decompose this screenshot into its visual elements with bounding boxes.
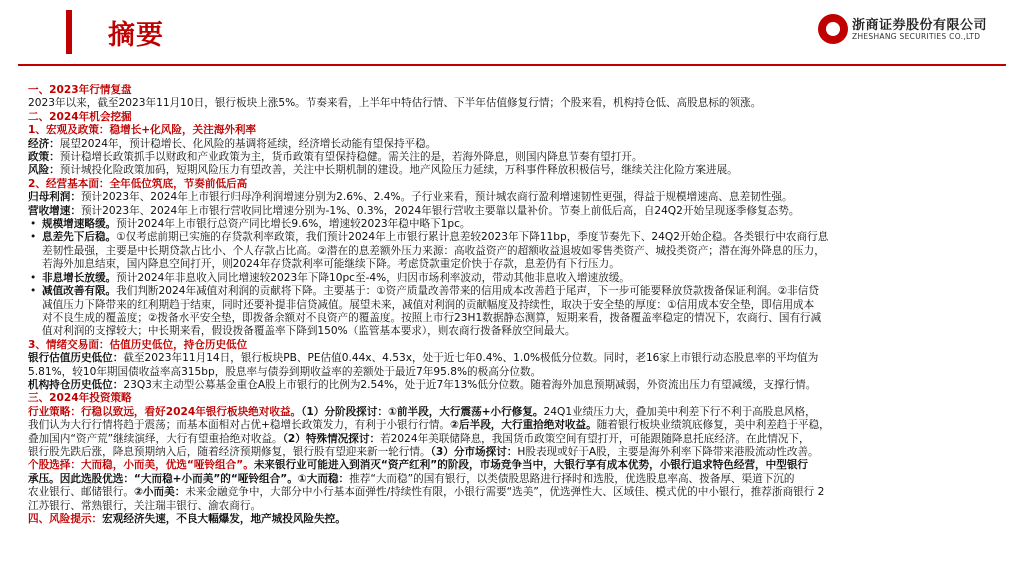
- bullet-impairment: [28, 285, 1013, 298]
- text-noninterest: 预计2024年非息收入同比增速较2023年下降10pc至-4%，归因市场利率波动，带动其他非息收入增速放缓。: [116, 271, 630, 284]
- text-valuation-1: 截至2023年11月14日，银行板块PB、PE估值0.44x、4.53x，处于近七年0.4%、1.0%极低分位数。同时，老16家上市银行动态股息率的平均值为: [123, 352, 819, 365]
- para-risk: [28, 164, 1013, 177]
- text-strategy-2a: 我们认为大行行情将趋于震荡；而基本面相对占优+稳增长政策发力，有利于小银行行情。: [28, 419, 451, 432]
- label-valuation: 银行估值历史低位：: [28, 352, 124, 365]
- text-policy: 预计稳增长政策抓手以财政和产业政策为主，货币政策有望保持稳健。需关注的是，若海外降息，则国内降息节奏有望打开。: [59, 151, 643, 164]
- para-revenue: [28, 205, 1013, 218]
- label-economy: 经济：: [28, 137, 60, 150]
- bullet-margin: [28, 231, 1013, 244]
- para-stock-3: [28, 486, 1013, 499]
- text-stock-3c: 未来金融竞争中，大部分中小行基本面弹性/持续性有限，小银行需要“选美”，优选弹性大、区域佳、模式优的中小银行，推荐浙商银行: [185, 486, 815, 499]
- text-impairment-1: 我们判断2024年减值对利润的贡献将下降。主要基于：①资产质量改善带来的信用成本改善趋于尾声，下一步可能要释放贷款拨备保证利润。②非信贷: [116, 285, 819, 298]
- bullet-margin-cont-2: 若海外加息结束，国内降息空间打开，则2024年存贷款利率可能继续下降。考虑贷款重定价快于存款，息差仍有下行压力。: [42, 258, 620, 271]
- para-strategy-3: [28, 433, 1013, 446]
- para-economy: [28, 138, 1013, 151]
- label-positions: 机构持仓历史低位：: [28, 378, 124, 391]
- text-strategy-3a: 叠加国内“资产荒”继续演绎，大行有望重拾绝对收益。: [28, 432, 283, 445]
- text-strategy-2c: 随着银行板块业绩筑底修复，美中利差趋于平稳，: [596, 419, 830, 432]
- para-risk-warning: [28, 513, 1013, 526]
- logo-icon: [818, 14, 848, 44]
- page-number: 2: [817, 486, 825, 499]
- text-stock-2a: 承压。因此选股优选：“大而稳+小而美”的“哑铃组合”。: [28, 472, 298, 485]
- page-title: 摘要: [108, 20, 164, 51]
- text-economy: 展望2024年，预计稳增长、化风险的基调将延续，经济增长动能有望保持平稳。: [59, 137, 437, 150]
- text-strategy-1a: （1）分阶段探讨：①前半段，大行震荡+小行修复。: [301, 405, 544, 418]
- text-net-profit: 预计2023年、2024年上市银行归母净利润增速分别为2.6%、2.4%。子行业来看，预计城农商行盈利增速韧性更强，得益于规模增速高、息差韧性强。: [80, 191, 793, 204]
- header-divider: [18, 64, 1006, 66]
- text-risk-warning: 宏观经济失速，不良大幅爆发，地产城投风险失控。: [102, 513, 346, 525]
- label-revenue: 营收增速：: [28, 204, 81, 217]
- text-strategy-3b: （2）特殊情况探讨：: [282, 432, 381, 445]
- para-valuation: [28, 352, 1013, 365]
- subheading-macro: 1、宏观及政策：稳增长+化风险，关注海外利率: [28, 124, 257, 137]
- label-stock-pick: 个股选择：大而稳，小而美，优选“哑铃组合”。: [28, 459, 254, 472]
- summary-body: [28, 84, 1013, 526]
- logo-name-en: ZHESHANG SECURITIES CO.,LTD: [852, 32, 981, 41]
- text-stock-3a: 农业银行、邮储银行。: [28, 486, 134, 499]
- para-strategy-2: [28, 419, 1013, 432]
- review-text: 2023年以来，截至2023年11月10日，银行板块上涨5%。节奏来看，上半年中特估行情、下半年估值修复行情；个股来看，机构持仓低、高股息标的领涨。: [28, 97, 762, 110]
- bullet-impairment-cont-1: 减值压力下降带来的红利期趋于结束，同时还要补提非信贷减值。展望未来，减值对利润的贡献幅度及持续性，取决于安全垫的厚度：①信用成本安全垫，即信用成本: [42, 298, 815, 311]
- text-strategy-4b: （3）分市场探讨：: [430, 445, 518, 458]
- bullet-scale: [28, 218, 1013, 231]
- label-noninterest: 非息增长放缓。: [42, 271, 117, 284]
- para-net-profit: [28, 191, 1013, 204]
- label-margin: 息差先下后稳。: [42, 231, 117, 244]
- label-strategy: 行业策略：行稳以致远，看好2024年银行板块绝对收益。: [28, 405, 302, 418]
- text-strategy-4c: H股表现或好于A股，主要是海外利率下降带来港股流动性改善。: [517, 445, 819, 458]
- bullet-impairment-cont-2: 对不良生成的覆盖度；②拨备水平安全垫，即拨备余额对不良资产的覆盖度。按照上市行23H1数据静态测算，短期来看，拨备覆盖率稳定的情况下，农商行、国有行减: [42, 311, 822, 324]
- text-strategy-2b: ②后半段，大行重拾绝对收益。: [450, 419, 597, 432]
- text-stock-2c: 推荐“大而稳”的国有银行，以类债股思路进行择时和选股，优选股息率高、拨备厚、渠道下沉的: [349, 472, 795, 485]
- text-stock-2b: ①大而稳：: [297, 472, 350, 485]
- text-strategy-1b: 24Q1业绩压力大，叠加美中利差下行不利于高股息风格，: [543, 405, 816, 418]
- label-impairment: 减值改善有限。: [42, 285, 117, 298]
- para-stock-4: 江苏银行、常熟银行，关注瑞丰银行、渝农商行。: [28, 499, 262, 512]
- bullet-margin-cont-1: 差韧性最强，主要是中长期贷款占比小、个人存款占比高。②潜在的息差额外压力来源：高收益资产的超额收益退坡如零售类资产、城投类资产；潜在海外降息的压力，: [42, 244, 825, 257]
- label-scale: 规模增速略缓。: [42, 218, 117, 231]
- text-stock-1b: 未来银行业可能进入到消灭“资产红利”的阶段，市场竞争当中，大银行享有成本优势，小银行追求特色经营，中型银行: [253, 459, 809, 472]
- para-stock-2: [28, 473, 1013, 486]
- text-margin-1: ①仅考虑前期已实施的存贷款利率政策，我们预计2024年上市银行累计息差较2023年下降11bp，季度节奏先下、24Q2开始企稳。各类银行中农商行息: [116, 231, 829, 244]
- para-valuation-cont: 5.81%，较10年期国债收益率高315bp，股息率与债券到期收益率的差额处于最近7年95.8%的极高分位数。: [28, 365, 542, 378]
- text-strategy-4a: 银行股先跌后涨，降息预期纳入后，随着经济预期修复，银行股有望迎来新一轮行情。: [28, 445, 431, 458]
- para-strategy-1: [28, 406, 1013, 419]
- label-policy: 政策：: [28, 151, 60, 164]
- text-stock-3b: ②小而美：: [133, 486, 186, 499]
- bullet-noninterest: [28, 272, 1013, 285]
- para-stock-1: [28, 459, 1013, 472]
- label-net-profit: 归母利润：: [28, 191, 81, 204]
- subheading-fundamentals: 2、经营基本面：全年低位筑底，节奏前低后高: [28, 177, 248, 190]
- section-heading-opportunities: 二、2024年机会挖掘: [28, 110, 132, 123]
- section-heading-strategy: 三、2024年投资策略: [28, 392, 132, 405]
- title-accent-bar: [66, 10, 72, 54]
- text-risk: 预计城投化险政策加码，短期风险压力有望改善，关注中长期机制的建设。地产风险压力延续，万科事件释放积极信号，继续关注化险方案进展。: [59, 164, 738, 177]
- subheading-sentiment: 3、情绪交易面：估值历史低位，持仓历史低位: [28, 338, 248, 351]
- text-strategy-3c: 若2024年美联储降息，我国货币政策空间有望打开，可能跟随降息托底经济。在此情况下，: [380, 432, 810, 445]
- text-revenue: 预计2023年、2024年上市银行营收同比增速分别为-1%、0.3%，2024年银行营收主要靠以量补价。节奏上前低后高，自24Q2开始呈现逐季修复态势。: [80, 204, 800, 217]
- text-positions: 23Q3末主动型公募基金重仓A股上市银行的比例为2.54%，处于近7年13%低分位数。随着海外加息预期减弱，外资流出压力有望减缓，支撑行情。: [123, 378, 817, 391]
- section-heading-risk: 四、风险提示：: [28, 513, 103, 525]
- para-strategy-4: [28, 446, 1013, 459]
- section-heading-review: 一、2023年行情复盘: [28, 84, 132, 96]
- label-risk: 风险：: [28, 164, 60, 177]
- company-logo: [818, 14, 1008, 54]
- bullet-impairment-cont-3: 值对利润的支撑较大；中长期来看，假设拨备覆盖率下降到150%（监管基本要求），则农商行拨备释放空间最大。: [42, 325, 576, 338]
- para-policy: [28, 151, 1013, 164]
- text-scale: 预计2024年上市银行总资产同比增长9.6%，增速较2023年稳中略下1pc。: [116, 218, 471, 231]
- logo-name-cn: 浙商证券股份有限公司: [852, 18, 988, 33]
- para-positions: [28, 379, 1013, 392]
